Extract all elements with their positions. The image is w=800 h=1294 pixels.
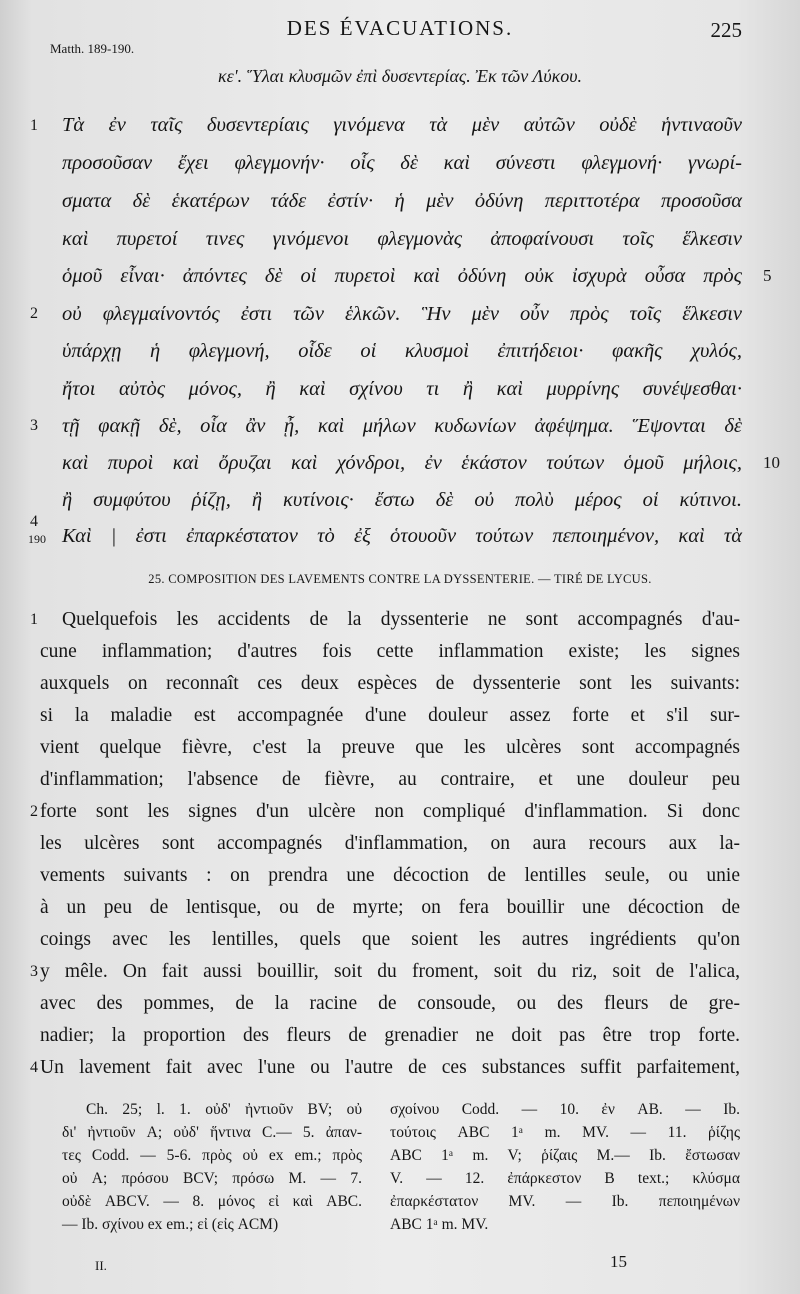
french-line: nadier; la proportion des fleurs de grenadier ne doit pas être trop forte. (40, 1025, 740, 1046)
french-line: coings avec les lentilles, quels que soient les autres ingrédients qu'on (40, 929, 740, 950)
greek-line: οὐ φλεγμαίνοντός ἐστι τῶν ἑλκῶν. Ἣν μὲν οὖν πρὸς τοῖς ἕλκεσιν (62, 303, 742, 325)
note-line: ἐπαρκέστατον MV. — Ib. πεποιημένων (390, 1193, 740, 1210)
note-line: τες Codd. — 5-6. πρὸς οὐ ex em.; πρὸς (62, 1147, 362, 1164)
greek-line: προσοῦσαν ἔχει φλεγμονήν· οἷς δὲ καὶ σύνεστι φλεγμονή· γνωρί- (62, 152, 742, 174)
french-line: si la maladie est accompagnée d'une douleur assez forte et s'il sur- (40, 705, 740, 726)
greek-page-marker: 190 (28, 532, 46, 546)
line-marker: 5 (763, 266, 772, 285)
running-title: DES ÉVACUATIONS. (286, 16, 514, 40)
greek-paragraph-number: 2 (30, 305, 38, 322)
french-line: à un peu de lentisque, ou de myrte; on fera bouillir une décoction de (40, 897, 740, 918)
note-line: οὐ A; πρόσου BCV; πρόσω M. — 7. (62, 1170, 362, 1187)
signature-mark: 15 (610, 1252, 627, 1271)
french-line: avec des pommes, de la racine de consoude, ou des fleurs de gre- (40, 993, 740, 1014)
french-chapter-heading: 25. COMPOSITION DES LAVEMENTS CONTRE LA DYSSENTERIE. — TIRÉ DE LYCUS. (148, 572, 652, 586)
greek-line: καὶ πυροὶ καὶ ὄρυζαι καὶ χόνδροι, ἐν ἑκάστον τούτων ὁμοῦ μήλοις, (62, 452, 742, 474)
french-line: les ulcères sont accompagnés d'inflammation, on aura recours aux la- (40, 833, 740, 854)
greek-chapter-heading: κε'. Ὕλαι κλυσμῶν ἐπὶ δυσεντερίας. Ἐκ τῶν Λύκου. (218, 66, 582, 86)
note-line: οὐδὲ ABCV. — 8. μόνος εἰ καὶ ABC. (62, 1193, 362, 1210)
french-line: vements suivants : on prendra une décoction de lentilles seule, ou unie (40, 865, 740, 886)
note-line: Ch. 25; l. 1. οὐδ' ἠντιοῦν BV; οὐ (86, 1101, 362, 1118)
french-line: d'inflammation; l'absence de fièvre, au contraire, et une douleur peu (40, 769, 740, 790)
note-line: σχοίνου Codd. — 10. ἐν AB. — Ib. (390, 1101, 740, 1118)
note-line: — Ib. σχίνου ex em.; εἰ (εἰς ACM) (62, 1216, 279, 1233)
greek-paragraph-number: 1 (30, 117, 38, 134)
french-paragraph-number: 1 (30, 611, 38, 628)
note-line: τούτοις ABC 1ᵃ m. MV. — 11. ῥίζης (390, 1124, 740, 1141)
greek-line: Καὶ | ἐστι ἐπαρκέστατον τὸ ἐξ ὁτουοῦν τούτων πεποιημένον, καὶ τὰ (62, 525, 742, 547)
greek-line: ἢ συμφύτου ῥίζῃ, ἢ κυτίνοις· ἔστω δὲ οὐ πολὺ μέρος οἱ κύτινοι. (62, 489, 742, 511)
note-line: V. — 12. ἐπάρκεστον B text.; κλύσμα (390, 1170, 740, 1187)
french-paragraph-number: 3 (30, 963, 38, 980)
greek-line: ὁμοῦ εἶναι· ἀπόντες δὲ οἱ πυρετοὶ καὶ ὀδύνη οὐκ ἰσχυρὰ οὖσα πρὸς (62, 265, 742, 287)
greek-line: ἤτοι αὐτὸς μόνος, ἢ καὶ σχίνου τι ἢ καὶ μυρρίνης συνέψεσθαι· (62, 378, 742, 400)
french-line: forte sont les signes d'un ulcère non compliqué d'inflammation. Si donc (40, 801, 740, 822)
french-paragraph-number: 2 (30, 803, 38, 820)
french-line: Un lavement fait avec l'une ou l'autre de ces substances suffit parfaitement, (40, 1057, 740, 1078)
greek-line: Τὰ ἐν ταῖς δυσεντερίαις γινόμενα τὰ μὲν αὐτῶν οὐδὲ ἡντιναοῦν (62, 114, 742, 136)
french-line: vient quelque fièvre, c'est la preuve que les ulcères sont accompagnés (40, 737, 740, 758)
greek-line: καὶ πυρετοί τινες γινόμενοι φλεγμονὰς ἀποφαίνουσι τοῖς ἕλκεσιν (62, 228, 742, 250)
greek-line: σματα δὲ ἑκατέρων τάδε ἐστίν· ἡ μὲν ὀδύνη περιττοτέρα προσοῦσα (62, 190, 742, 212)
french-line: Quelquefois les accidents de la dyssenterie ne sont accompagnés d'au- (62, 609, 740, 630)
note-line: ABC 1ᵃ m. V; ῥίζαις M.— Ib. ἔστωσαν (390, 1147, 740, 1164)
volume-number: II. (95, 1258, 107, 1273)
french-line: auxquels on reconnaît ces deux espèces de dyssenterie sont les suivants: (40, 673, 740, 694)
french-line: y mêle. On fait aussi bouillir, soit du froment, soit du riz, soit de l'alica, (40, 961, 740, 982)
french-paragraph-number: 4 (30, 1059, 38, 1076)
page-number: 225 (710, 18, 742, 42)
greek-line: ὑπάρχῃ ἡ φλεγμονή, οἷδε οἱ κλυσμοὶ ἐπιτήδειοι· φακῆς χυλός, (62, 340, 742, 362)
note-line: ABC 1ᵃ m. MV. (390, 1216, 489, 1233)
greek-paragraph-number: 4 (30, 513, 38, 530)
french-line: cune inflammation; d'autres fois cette inflammation existe; les signes (40, 641, 740, 662)
edition-reference: Matth. 189-190. (50, 41, 135, 56)
greek-paragraph-number: 3 (30, 417, 38, 434)
greek-line: τῇ φακῇ δὲ, οἷα ἂν ᾖ, καὶ μήλων κυδωνίων ἀφέψημα. Ἕψονται δὲ (62, 415, 742, 437)
line-marker: 10 (763, 453, 780, 472)
note-line: δι' ἠντιοῦν A; οὐδ' ἥντινα C.— 5. ἀπαν- (62, 1124, 362, 1141)
